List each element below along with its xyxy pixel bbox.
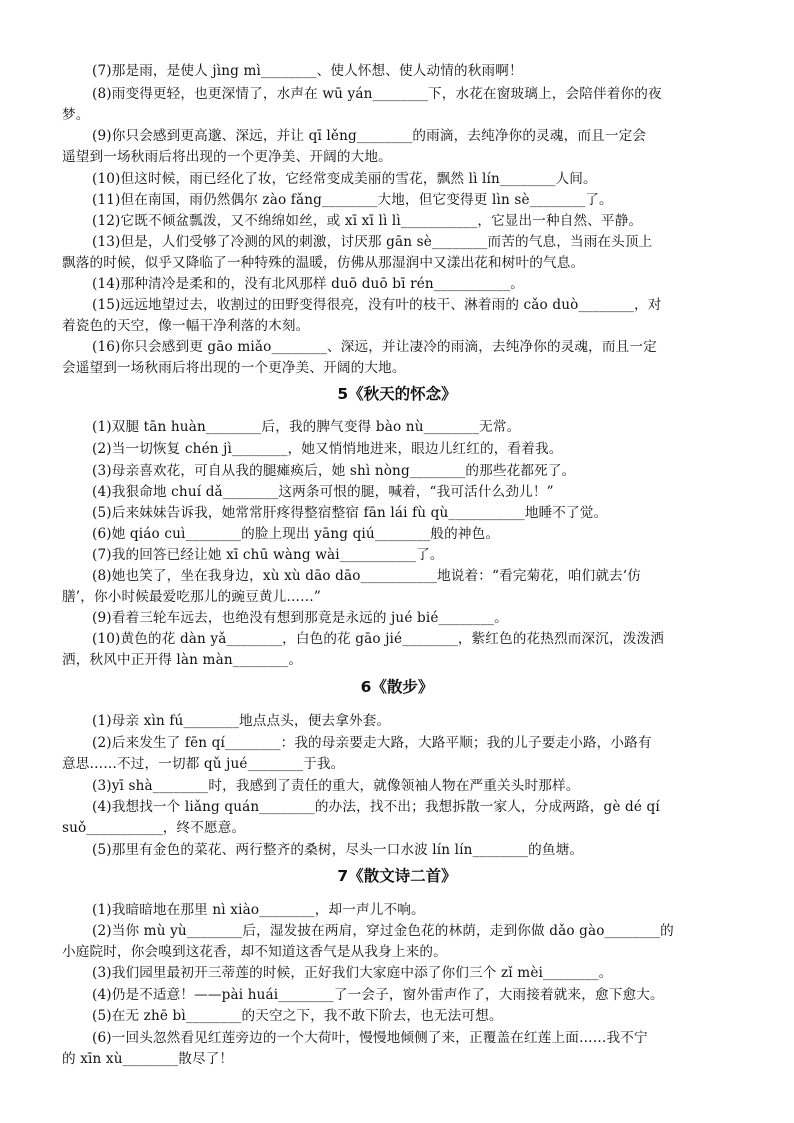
section6-item-4-cont: suǒ___________，终不愿意。 (62, 820, 246, 836)
section7-item-6-cont: 的 xīn xù________散尽了！ (62, 1051, 234, 1067)
section5-item-1: (1)双腿 tān huàn________后，我的脾气变得 bào nù________无常。 (92, 419, 521, 435)
section5-item-2: (2)当一切恢复 chén jì________，她又悄悄地进来，眼边儿红红的，看着我。 (92, 441, 563, 457)
section6-item-1: (1)母亲 xìn fú________地点点头，便去拿外套。 (92, 713, 391, 729)
section4-item-13: (13)但是，人们受够了冷测的风的刺激，讨厌那 gān sè________而苦的气息，当雨在头顶上 (92, 234, 653, 250)
section7-item-3: (3)我们园里最初开三蒂莲的时候，正好我们大家庭中添了你们三个 zǐ mèi________。 (92, 965, 613, 981)
section6-title: 6《散步》 (360, 678, 434, 696)
section5-item-10: (10)黄色的花 dàn yǎ________，白色的花 gāo jié________，紫红色的花热烈而深沉，泼泼洒 (92, 631, 664, 647)
section7-item-4: (4)仍是不适意！——pài huái________了一会子，窗外雷声作了，大雨接着就来，愈下愈大。 (92, 987, 664, 1003)
section5-item-4: (4)我狠命地 chuí dǎ________这两条可恨的腿，喊着，“我可活什么劲儿！” (92, 484, 554, 500)
section5-item-5: (5)后来妹妹告诉我，她常常肝疼得整宿整宿 fān lái fù qù___________地睡不了觉。 (92, 505, 608, 521)
section7-item-6: (6)一回头忽然看见红莲旁边的一个大荷叶，慢慢地倾侧了来，正覆盖在红莲上面……我不宁 (92, 1030, 648, 1046)
section4-item-15: (15)远远地望过去，收割过的田野变得很亮，没有叶的枝干、淋着雨的 cǎo duò________，对 (92, 297, 662, 313)
section4-item-7: (7)那是雨，是使人 jìng mì________、使人怀想、使人动情的秋雨啊！ (92, 63, 523, 79)
section7-item-2-cont: 小庭院时，你会嗅到这花香，却不知道这香气是从我身上来的。 (62, 944, 447, 960)
section4-item-11: (11)但在南国，雨仍然偶尔 zào fǎng________大地，但它变得更 lìn sè________了。 (92, 192, 613, 208)
section4-item-9-cont: 遥望到一场秋雨后将出现的一个更净美、开阔的大地。 (62, 149, 392, 165)
section5-item-8: (8)她也笑了，坐在我身边，xù xù dāo dāo___________地说着：“看完菊花，咱们就去‘仿 (92, 568, 642, 584)
section5-item-10-cont: 洒，秋风中正开得 làn màn________。 (62, 652, 303, 668)
section5-title: 5《秋天的怀念》 (337, 385, 457, 403)
section5-item-6: (6)她 qiáo cuì________的脸上现出 yāng qiú________般的神色。 (92, 526, 500, 542)
section6-item-4: (4)我想找一个 liǎng quán________的办法，找不出；我想拆散一家人，分成两路，gè dé qí (92, 799, 660, 815)
section5-item-7: (7)我的回答已经让她 xī chū wàng wài___________了。 (92, 547, 444, 563)
section5-item-9: (9)看着三轮车远去，也绝没有想到那竟是永远的 jué bié________。 (92, 610, 508, 626)
section4-item-12: (12)它既不倾盆瓢泼，又不绵绵如丝，或 xī xī lì lì___________，它显出一种自然、平静。 (92, 213, 643, 229)
section4-item-10: (10)但这时候，雨已经化了妆，它经常变成美丽的雪花，飘然 lì lín________人间。 (92, 171, 597, 187)
section4-item-13-cont: 飘落的时候，似乎又降临了一种特殊的温暖，仿佛从那湿润中又漾出花和树叶的气息。 (62, 255, 585, 271)
section4-item-9: (9)你只会感到更高邈、深远，并让 qī lěng________的雨滴，去纯净你的灵魂，而且一定会 (92, 128, 647, 144)
section6-item-2-cont: 意思……不过，一切都 qǔ jué________于我。 (62, 756, 345, 772)
section4-item-14: (14)那种清冷是柔和的，没有北风那样 duō duō bī rén___________。 (92, 276, 524, 292)
section5-item-3: (3)母亲喜欢花，可自从我的腿瘫痪后，她 shì nòng________的那些花都死了。 (92, 463, 576, 479)
section4-item-8-cont: 梦。 (62, 107, 90, 123)
section6-item-2: (2)后来发生了 fēn qí________：我的母亲要走大路，大路平顺；我的儿子要走小路，小路有 (92, 735, 652, 751)
section7-title: 7《散文诗二首》 (337, 867, 457, 885)
section6-item-3: (3)yī shà________时，我感到了责任的重大，就像领袖人物在严重关头时那样。 (92, 778, 580, 794)
section4-item-16-cont: 会遥望到一场秋雨后将出现的一个更净美、开阔的大地。 (62, 360, 406, 376)
section7-item-2: (2)当你 mù yù________后，湿发披在两肩，穿过金色花的林荫，走到你做 dǎo gào________的 (92, 923, 674, 939)
section4-item-16: (16)你只会感到更 gāo miǎo________、深远，并让凄冷的雨滴，去纯净你的灵魂，而且一定 (92, 339, 657, 355)
section7-item-5: (5)在无 zhē bì________的天空之下，我不敢下阶去，也无法可想。 (92, 1008, 503, 1024)
section7-item-1: (1)我暗暗地在那里 nì xiào________，却一声儿不响。 (92, 902, 425, 918)
section4-item-8: (8)雨变得更轻，也更深情了，水声在 wū yán________下，水花在窗玻璃上，会陪伴着你的夜 (92, 86, 662, 102)
section5-item-8-cont: 膳’，你小时候最爱吃那儿的豌豆黄儿……” (62, 589, 321, 605)
section6-item-5: (5)那里有金色的菜花、两行整齐的桑树，尽头一口水波 lín lín________的鱼塘。 (92, 842, 584, 858)
section4-item-15-cont: 着瓷色的天空，像一幅干净利落的木刻。 (62, 318, 310, 334)
